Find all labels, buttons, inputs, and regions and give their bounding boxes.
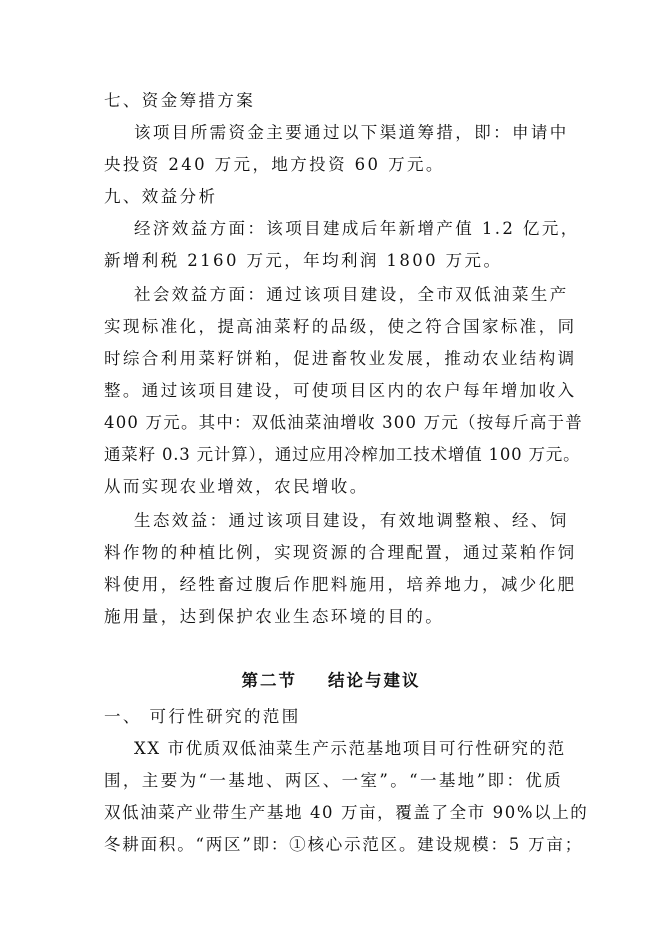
paragraph-line: 料使用，经牲畜过腹后作肥料施用，培养地力，减少化肥: [104, 575, 577, 594]
paragraph-line: 该项目所需资金主要通过以下渠道筹措，即：申请中: [134, 123, 569, 142]
paragraph-line: 施用量，达到保护农业生态环境的目的。: [104, 607, 445, 626]
paragraph-line: 双低油菜产业带生产基地 40 万亩，覆盖了全市 90%以上的: [104, 803, 589, 822]
heading-funding: 七、资金筹措方案: [104, 91, 256, 110]
paragraph-line: 冬耕面积。“两区”即：①核心示范区。建设规模：5 万亩；: [104, 835, 584, 854]
paragraph-line: 整。通过该项目建设，可使项目区内的农户每年增加收入: [104, 381, 577, 400]
paragraph-line: 围，主要为“一基地、两区、一室”。“一基地”即：优质: [104, 771, 564, 790]
heading-scope: 一、 可行性研究的范围: [104, 707, 301, 726]
paragraph-line: 时综合利用菜籽饼粕，促进畜牧业发展，推动农业结构调: [104, 349, 577, 368]
paragraph-line: 社会效益方面：通过该项目建设，全市双低油菜生产: [134, 285, 569, 304]
paragraph-line: 实现标准化，提高油菜籽的品级，使之符合国家标准，同: [104, 317, 577, 336]
paragraph-line: 通菜籽 0.3 元计算），通过应用冷榨加工技术增值 100 万元。: [104, 445, 581, 464]
section-heading: 第二节 结论与建议: [241, 671, 421, 690]
paragraph-line: 400 万元。其中：双低油菜油增收 300 万元（按每斤高于普: [104, 413, 583, 432]
paragraph-line: 经济效益方面：该项目建成后年新增产值 1.2 亿元，: [134, 219, 580, 238]
paragraph-line: 从而实现农业增效，农民增收。: [104, 477, 369, 496]
paragraph-line: 生态效益：通过该项目建设，有效地调整粮、经、饲: [134, 511, 569, 530]
paragraph-line: 央投资 240 万元，地方投资 60 万元。: [104, 155, 445, 174]
paragraph-line: XX 市优质双低油菜生产示范基地项目可行性研究的范: [134, 739, 566, 758]
paragraph-line: 新增利税 2160 万元，年均利润 1800 万元。: [104, 251, 503, 270]
heading-benefit-analysis: 九、效益分析: [104, 187, 218, 206]
paragraph-line: 料作物的种植比例，实现资源的合理配置，通过菜粕作饲: [104, 543, 577, 562]
